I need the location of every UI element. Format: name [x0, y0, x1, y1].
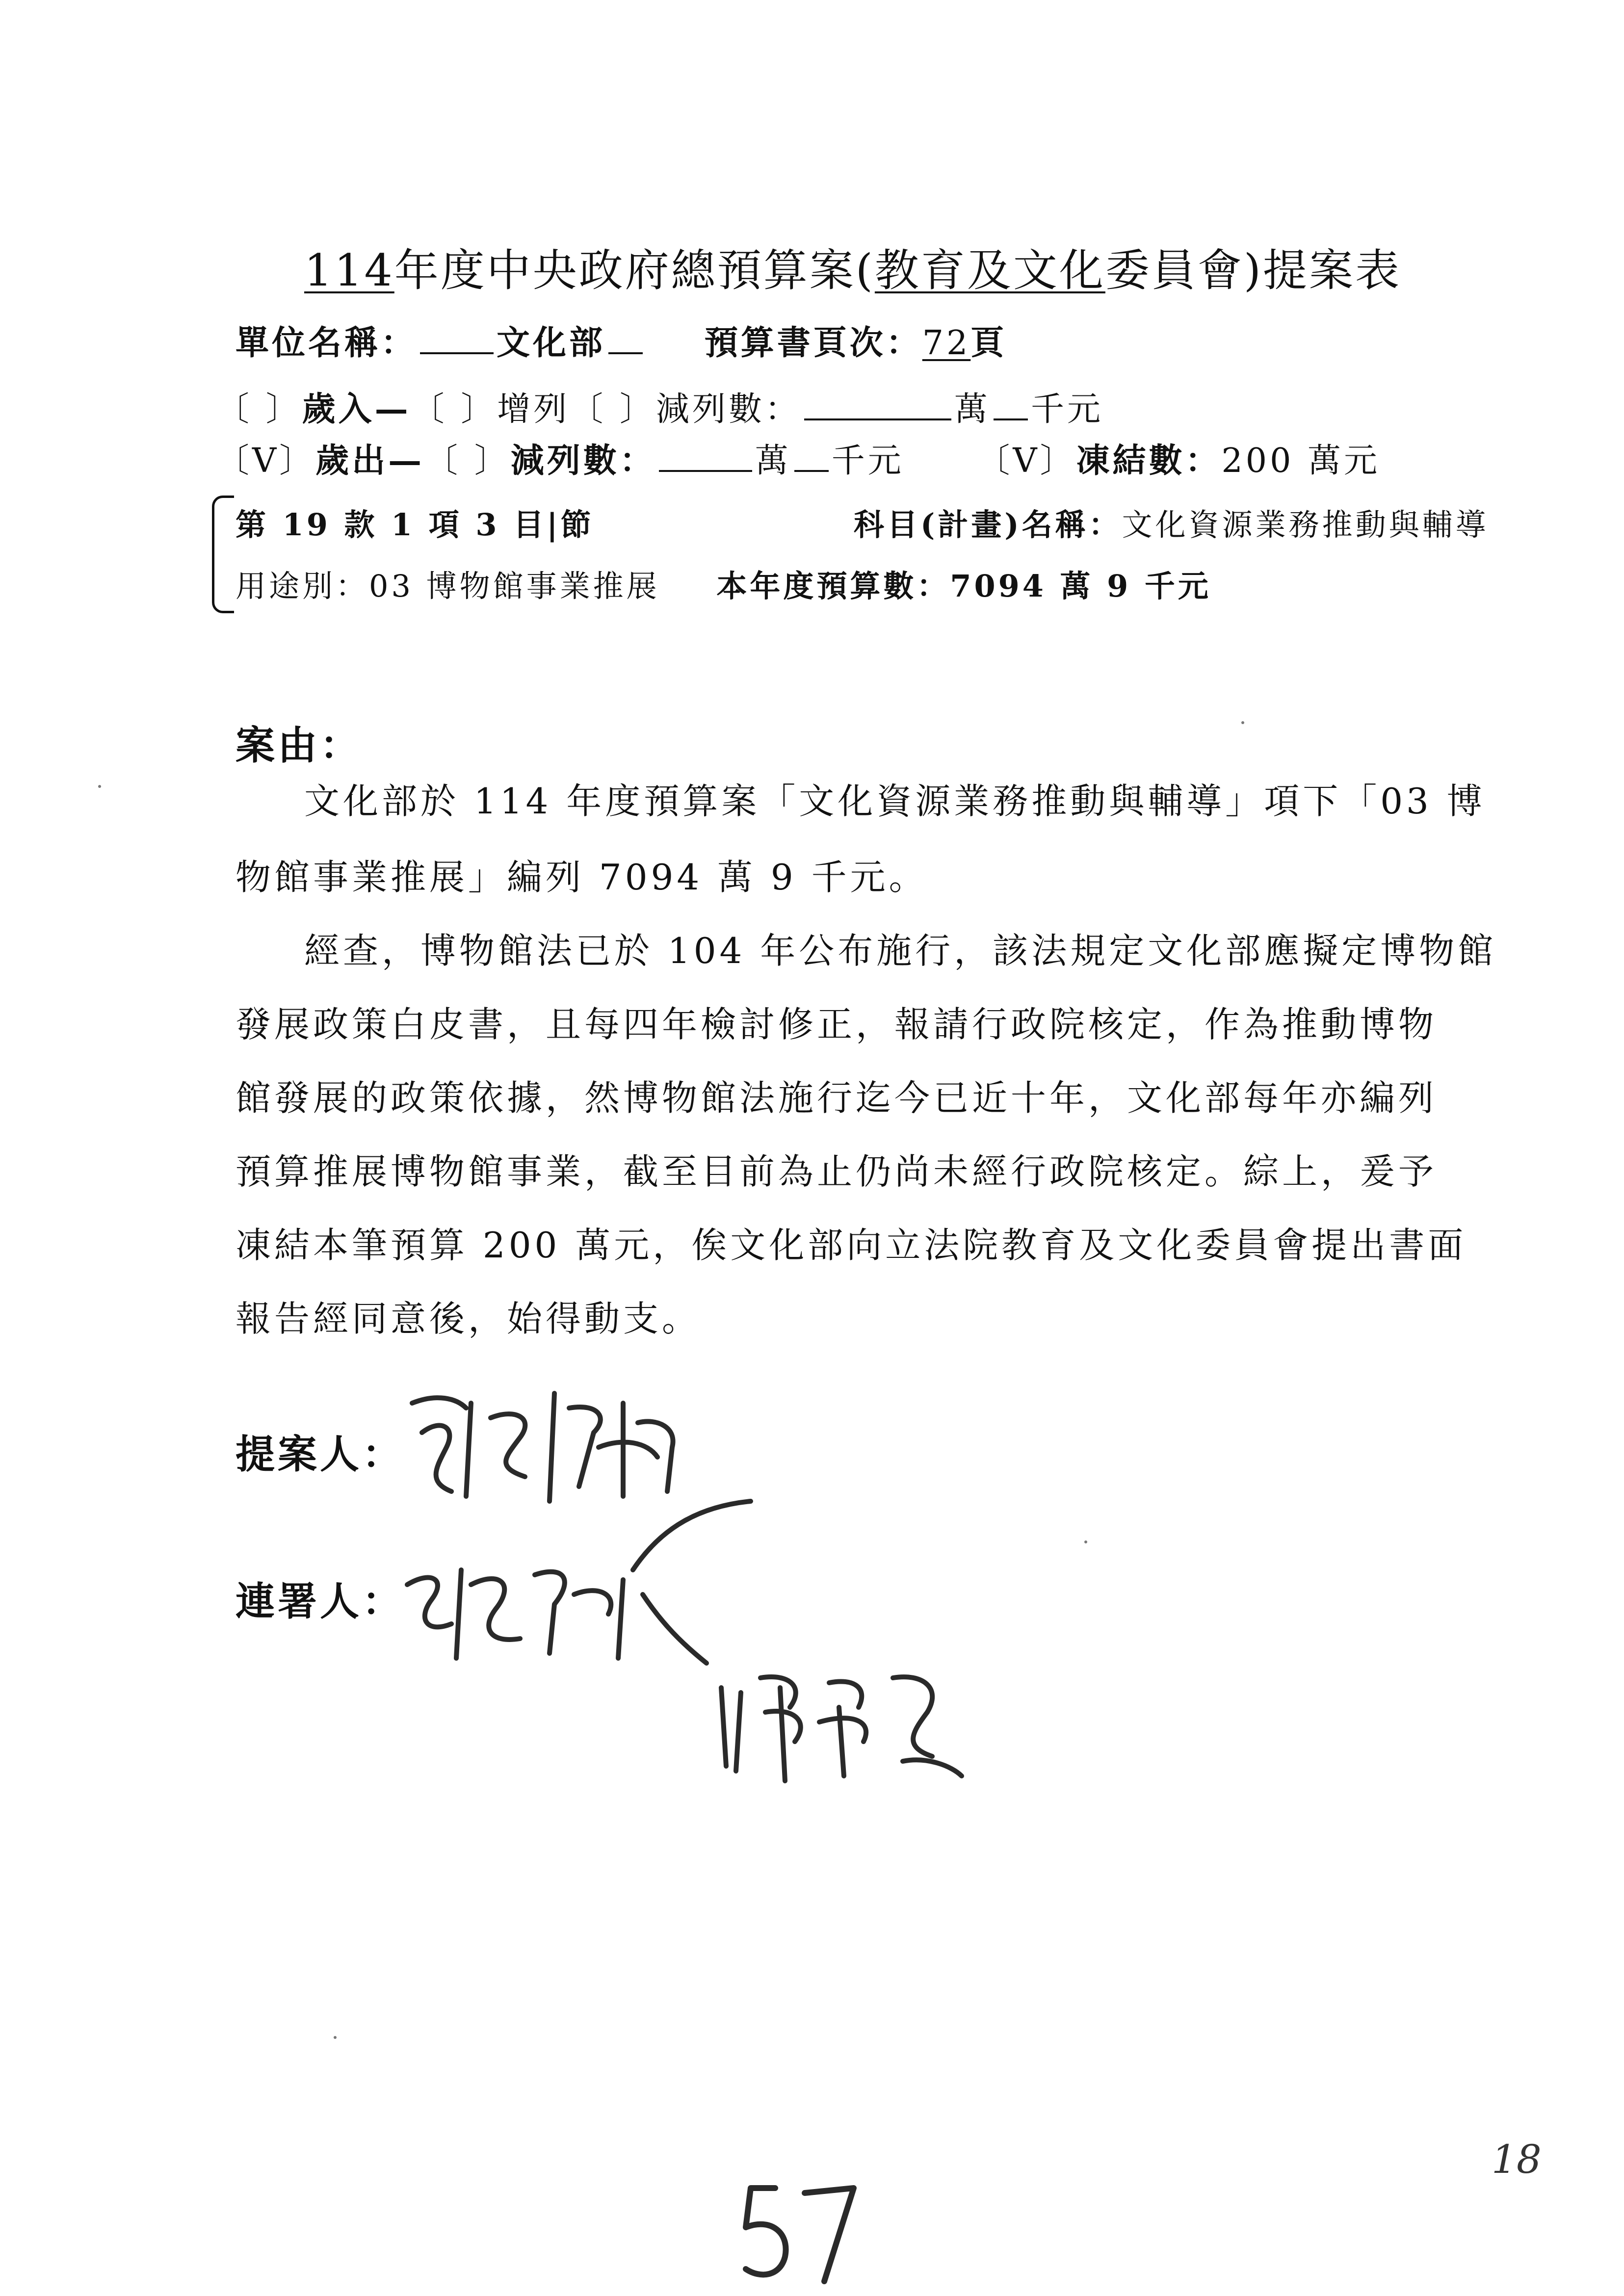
page-value: 72	[922, 324, 971, 363]
expense-qian: 千元	[831, 442, 904, 480]
unit-blank	[420, 323, 494, 354]
revenue-wan: 萬	[954, 390, 991, 429]
revenue-label: 歲入—	[302, 390, 411, 429]
form-title	[304, 235, 1401, 298]
revenue-add-check: 〔 〕	[411, 390, 498, 429]
expense-cut: 減列數：	[510, 441, 656, 480]
freeze-label: 凍結數：	[1076, 441, 1222, 480]
reason-line-5: 館發展的政策依據，然博物館法施行迄今已近十年，文化部每年亦編列	[236, 1077, 1438, 1119]
scan-speck	[1241, 721, 1244, 724]
unit-label: 單位名稱：	[236, 323, 418, 363]
unit-blank-2	[608, 323, 643, 354]
revenue-qian: 千元	[1030, 390, 1103, 429]
subject-label: 科目(計畫)名稱：	[854, 507, 1122, 543]
page-label: 預算書頁次：	[704, 323, 922, 363]
revenue-qian-blank	[994, 389, 1028, 420]
reason-line-3: 經查，博物館法已於 104 年公布施行，該法規定文化部應擬定博物館	[304, 930, 1497, 971]
expense-check: 〔V〕	[216, 442, 316, 480]
purpose-line	[236, 562, 1211, 605]
freeze-check: 〔V〕	[976, 442, 1076, 480]
title-year: 114	[304, 245, 394, 296]
expense-line	[216, 434, 1380, 482]
freeze-value: 200 萬元	[1221, 442, 1380, 480]
proposer-label: 提案人：	[236, 1431, 404, 1477]
section-text: 第 19 款 1 項 3 目	[236, 507, 547, 543]
title-committee: 教育及文化	[874, 245, 1105, 296]
reason-heading: 案由：	[236, 722, 362, 768]
reason-line-6: 預算推展博物館事業，截至目前為止仍尚未經行政院核定。綜上，爰予	[236, 1151, 1438, 1192]
budget-label: 本年度預算數：	[716, 568, 950, 604]
purpose-value: 03 博物館事業推展	[369, 568, 660, 604]
cosigner-label: 連署人：	[236, 1578, 404, 1624]
scan-speck	[334, 2036, 337, 2039]
reason-line-8: 報告經同意後，始得動支。	[236, 1298, 701, 1339]
revenue-add: 增列	[497, 390, 570, 429]
expense-label: 歲出—	[315, 441, 425, 480]
scan-speck	[98, 785, 101, 788]
page-number-handwritten	[736, 2173, 864, 2291]
section-line	[236, 500, 594, 544]
revenue-line	[216, 383, 1103, 430]
item-bracket	[212, 496, 234, 613]
unit-line	[236, 316, 1007, 364]
expense-wan-blank	[659, 441, 752, 472]
subject-value: 文化資源業務推動與輔導	[1122, 507, 1489, 543]
revenue-wan-blank	[804, 389, 951, 420]
corner-page-number: 18	[1492, 2137, 1542, 2182]
revenue-cut-check: 〔 〕	[570, 390, 656, 429]
cosigner-signature-1	[388, 1496, 790, 1683]
purpose-label: 用途別：	[236, 568, 369, 604]
reason-line-4: 發展政策白皮書，且每四年檢討修正，報請行政院核定，作為推動博物	[236, 1004, 1438, 1045]
title-pre: 年度中央政府總預算案(	[394, 245, 875, 296]
section-mark: |	[547, 507, 561, 543]
reason-line-2: 物館事業推展」編列 7094 萬 9 千元。	[236, 857, 928, 898]
reason-line-7: 凍結本筆預算 200 萬元，俟文化部向立法院教育及文化委員會提出書面	[236, 1225, 1467, 1266]
revenue-cut: 減列數：	[655, 390, 801, 429]
page-unit: 頁	[970, 323, 1007, 363]
reason-line-1: 文化部於 114 年度預算案「文化資源業務推動與輔導」項下「03 博	[304, 781, 1486, 822]
expense-qian-blank	[794, 441, 829, 472]
budget-value: 7094 萬 9 千元	[950, 568, 1211, 604]
cosigner-signature-2	[707, 1658, 981, 1786]
unit-value: 文化部	[497, 323, 606, 363]
scan-speck	[1084, 1540, 1087, 1543]
expense-cut-check: 〔 〕	[424, 442, 511, 480]
subject-line	[854, 500, 1489, 544]
section-end: 節	[560, 507, 594, 543]
title-post: 委員會)提案表	[1105, 245, 1402, 296]
expense-wan: 萬	[755, 442, 791, 480]
revenue-check: 〔 〕	[216, 390, 302, 429]
